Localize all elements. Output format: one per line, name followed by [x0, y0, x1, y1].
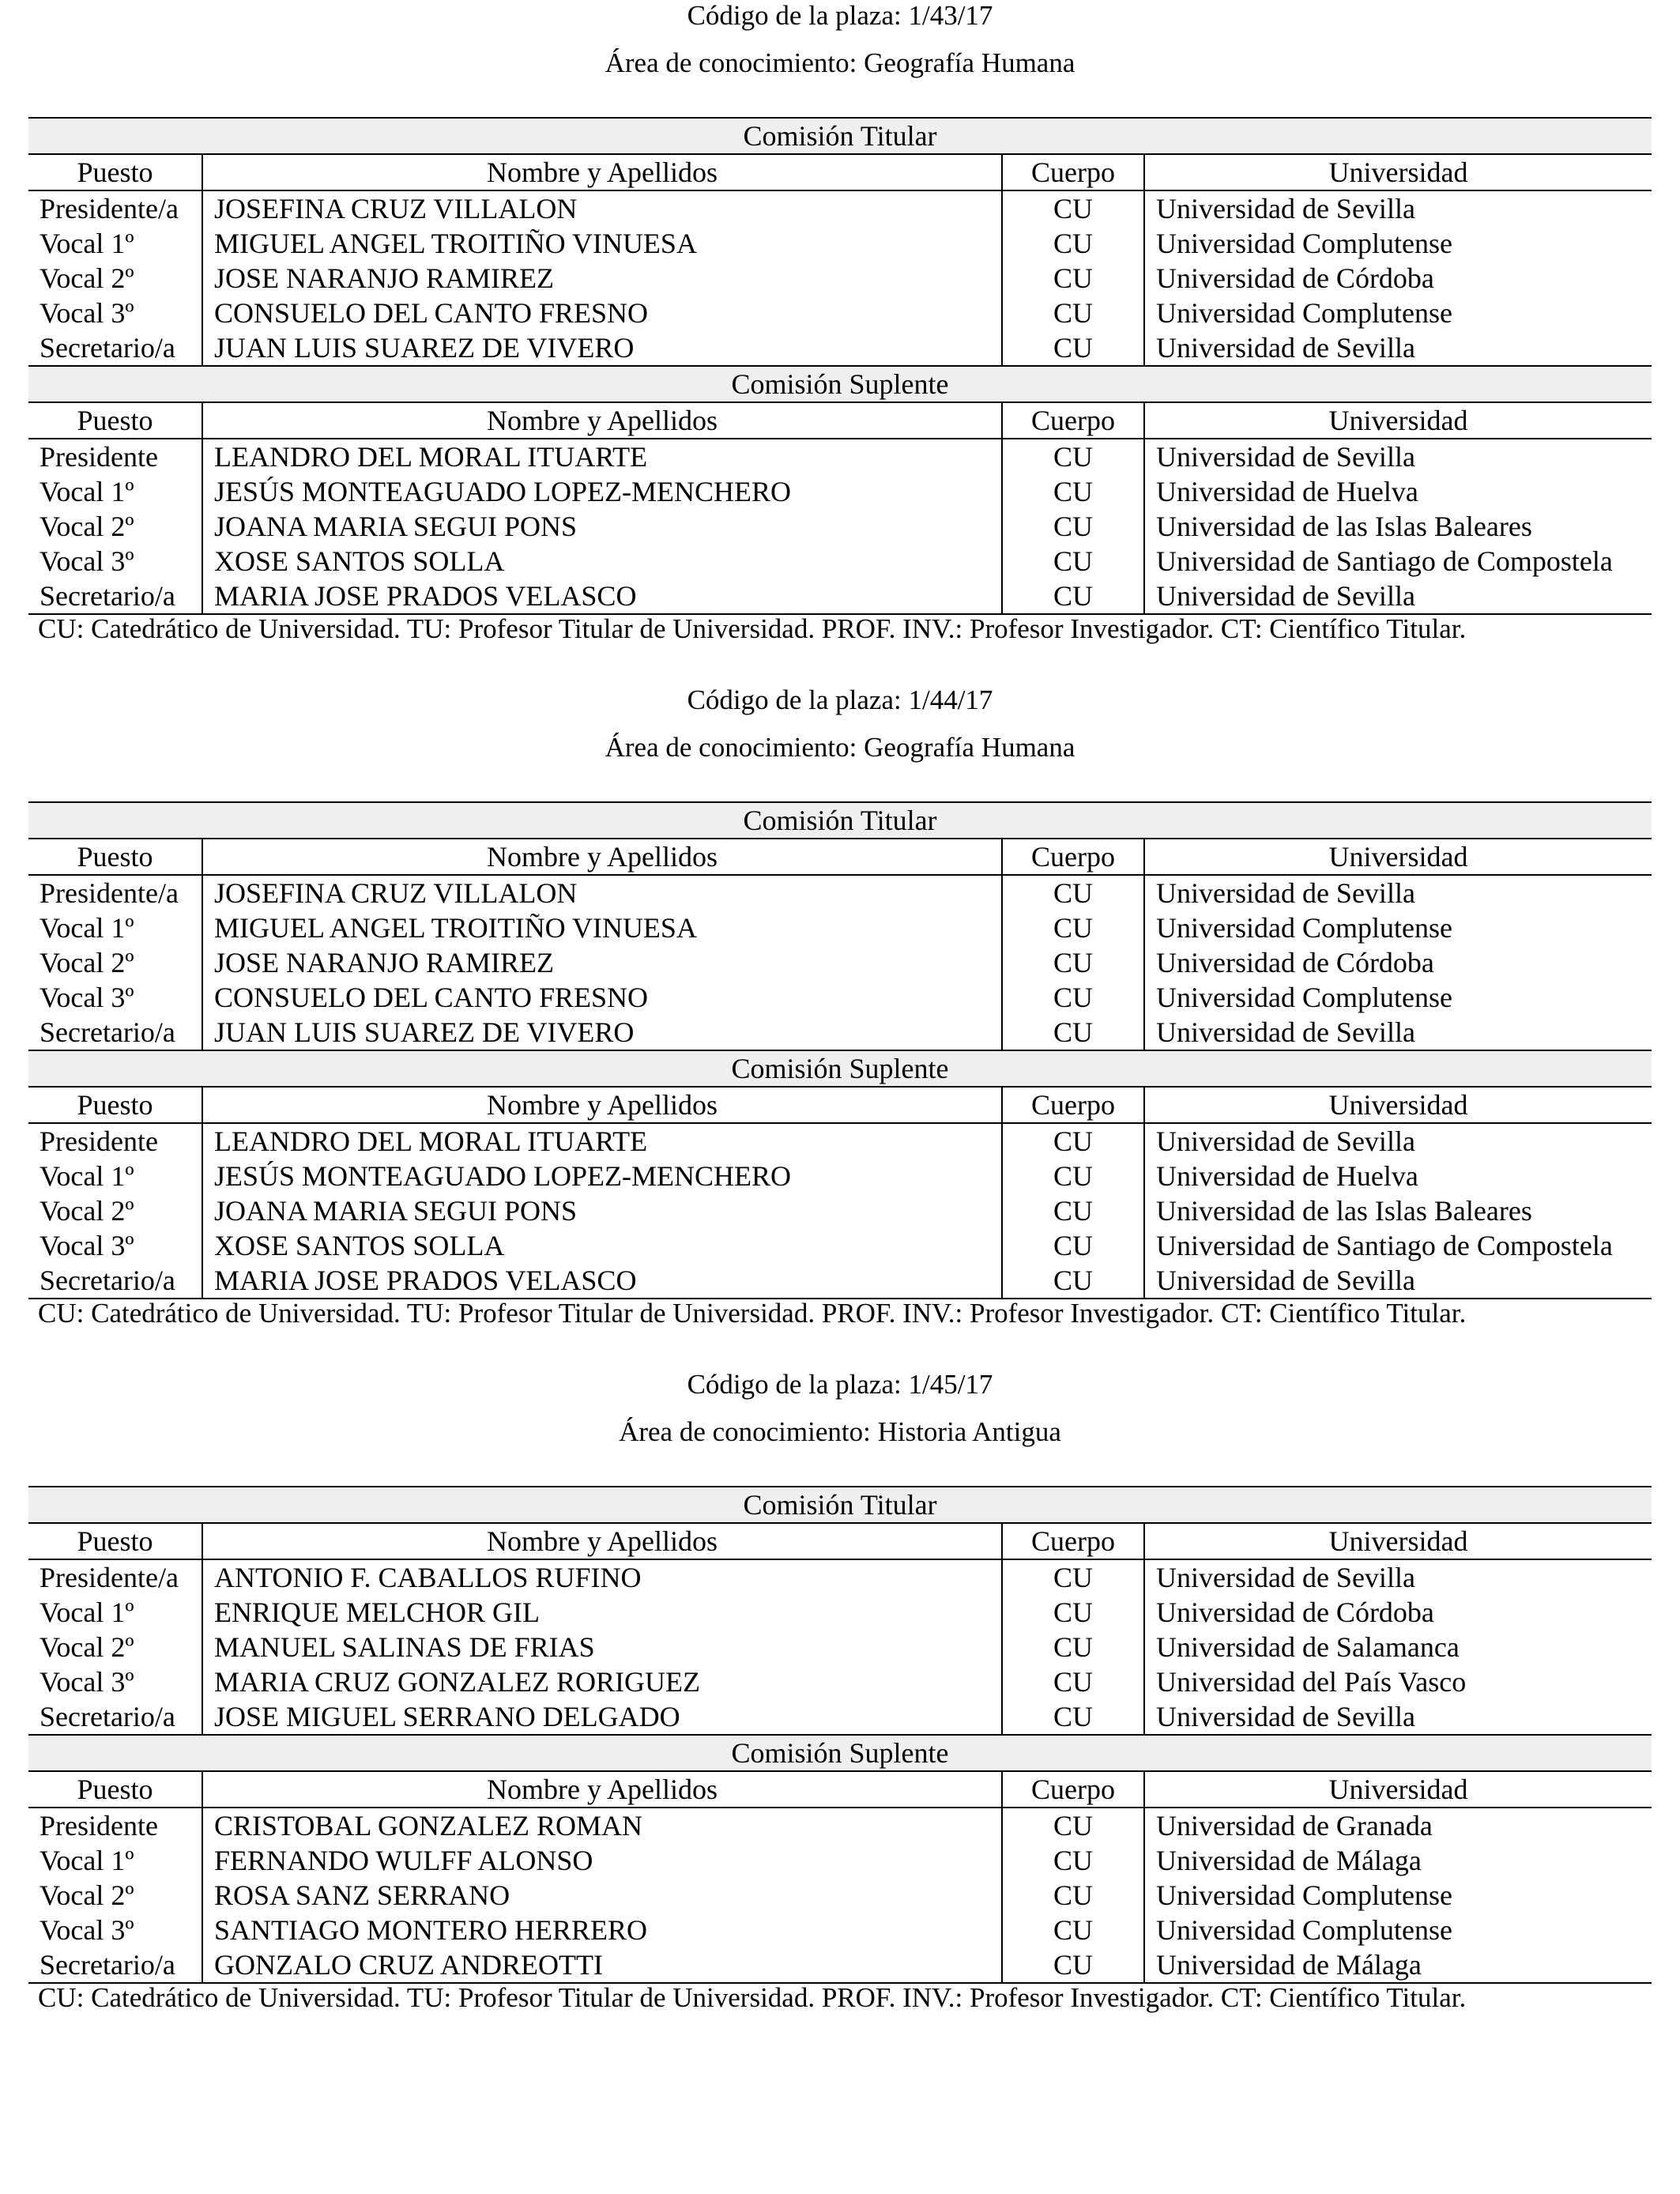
- member-nombre: XOSE SANTOS SOLLA: [202, 544, 1002, 579]
- member-cuerpo: CU: [1002, 544, 1144, 579]
- member-nombre: JUAN LUIS SUAREZ DE VIVERO: [202, 1015, 1002, 1050]
- table-row: [28, 1947, 1652, 1983]
- member-universidad: Universidad de Sevilla: [1144, 190, 1652, 226]
- column-header-row: [28, 1523, 1652, 1559]
- member-nombre: MARIA JOSE PRADOS VELASCO: [202, 1263, 1002, 1299]
- column-header-row: [28, 154, 1652, 190]
- member-puesto: Vocal 1º: [40, 1596, 134, 1628]
- column-header-nombre: Nombre y Apellidos: [202, 154, 1002, 190]
- table-row: [28, 579, 1652, 614]
- member-puesto: Vocal 3º: [40, 1914, 134, 1946]
- member-puesto: Secretario/a: [40, 1701, 175, 1732]
- table-row: [28, 509, 1652, 544]
- member-universidad: Universidad Complutense: [1144, 980, 1652, 1015]
- member-cuerpo: CU: [1002, 474, 1144, 509]
- table-row: [28, 544, 1652, 579]
- member-universidad: Universidad de Sevilla: [1144, 1015, 1652, 1050]
- table-row: [28, 1808, 1652, 1843]
- column-header-cuerpo: Cuerpo: [1002, 1771, 1144, 1808]
- member-puesto: Vocal 3º: [40, 1230, 134, 1261]
- column-header-row: [28, 1771, 1652, 1808]
- table-row: [28, 875, 1652, 910]
- column-header-universidad: Universidad: [1144, 1771, 1652, 1808]
- column-header-nombre: Nombre y Apellidos: [202, 1771, 1002, 1808]
- table-row: [28, 1263, 1652, 1299]
- table-row: [28, 1228, 1652, 1263]
- column-header-puesto: Puesto: [28, 154, 202, 190]
- comision-titular-title: Comisión Titular: [28, 118, 1652, 154]
- member-nombre: JOSEFINA CRUZ VILLALON: [202, 190, 1002, 226]
- member-nombre: JESÚS MONTEAGUADO LOPEZ-MENCHERO: [202, 474, 1002, 509]
- table-row: [28, 1015, 1652, 1050]
- comision-table: [28, 1486, 1652, 1984]
- member-puesto: Vocal 3º: [40, 982, 134, 1013]
- member-nombre: XOSE SANTOS SOLLA: [202, 1228, 1002, 1263]
- member-universidad: Universidad de Sevilla: [1144, 439, 1652, 474]
- member-nombre: MARIA JOSE PRADOS VELASCO: [202, 579, 1002, 614]
- member-puesto: Presidente/a: [40, 193, 179, 224]
- plaza-codigo: Código de la plaza: 1/45/17: [687, 1369, 993, 1400]
- member-puesto: Secretario/a: [28, 1263, 202, 1299]
- member-cuerpo: CU: [1002, 509, 1144, 544]
- member-universidad: Universidad de Sevilla: [1144, 1123, 1652, 1159]
- column-header-puesto: Puesto: [28, 839, 202, 875]
- column-header-puesto: Puesto: [28, 402, 202, 439]
- member-cuerpo: CU: [1002, 226, 1144, 261]
- member-cuerpo: CU: [1002, 1015, 1144, 1050]
- member-nombre: JOSE NARANJO RAMIREZ: [202, 945, 1002, 980]
- member-universidad: Universidad de Santiago de Compostela: [1144, 1228, 1652, 1263]
- member-puesto: Vocal 2º: [40, 947, 134, 978]
- member-universidad: Universidad de Santiago de Compostela: [1144, 544, 1652, 579]
- section-header-row: [28, 802, 1652, 839]
- table-row: [28, 474, 1652, 509]
- member-cuerpo: CU: [1002, 1808, 1144, 1843]
- member-cuerpo: CU: [1002, 1159, 1144, 1193]
- member-nombre: ROSA SANZ SERRANO: [202, 1878, 1002, 1913]
- comision-titular-title: Comisión Titular: [28, 1487, 1652, 1523]
- member-universidad: Universidad Complutense: [1144, 1878, 1652, 1913]
- comision-suplente-title: Comisión Suplente: [28, 1050, 1652, 1087]
- cuerpo-legend-note: CU: Catedrático de Universidad. TU: Profesor Titular de Universidad. PROF. INV.: Profesor Investigador. CT: Científico Titular.: [38, 613, 1467, 644]
- member-puesto: Vocal 2º: [40, 511, 134, 542]
- table-row: [28, 1193, 1652, 1228]
- member-cuerpo: CU: [1002, 1263, 1144, 1299]
- plaza-codigo: Código de la plaza: 1/44/17: [687, 684, 993, 715]
- member-universidad: Universidad de Málaga: [1144, 1843, 1652, 1878]
- member-universidad: Universidad de Córdoba: [1144, 1595, 1652, 1630]
- table-row: [28, 945, 1652, 980]
- member-puesto: Vocal 1º: [40, 1160, 134, 1192]
- table-row: [28, 1630, 1652, 1664]
- member-cuerpo: CU: [1002, 190, 1144, 226]
- table-row: [28, 910, 1652, 945]
- member-puesto: Secretario/a: [28, 579, 202, 614]
- column-header-row: [28, 839, 1652, 875]
- member-cuerpo: CU: [1002, 1664, 1144, 1699]
- member-puesto: Vocal 1º: [40, 912, 134, 944]
- member-cuerpo: CU: [1002, 579, 1144, 614]
- column-header-nombre: Nombre y Apellidos: [202, 1523, 1002, 1559]
- member-universidad: Universidad de Málaga: [1144, 1947, 1652, 1983]
- member-puesto: Secretario/a: [40, 1016, 175, 1048]
- section-header-row: [28, 1735, 1652, 1771]
- member-universidad: Universidad de Sevilla: [1144, 1699, 1652, 1735]
- member-universidad: Universidad de Sevilla: [1144, 1263, 1652, 1299]
- cuerpo-legend-note: CU: Catedrático de Universidad. TU: Profesor Titular de Universidad. PROF. INV.: Profesor Investigador. CT: Científico Titular.: [38, 1982, 1467, 2013]
- member-puesto: Vocal 1º: [40, 1845, 134, 1876]
- column-header-cuerpo: Cuerpo: [1002, 402, 1144, 439]
- member-puesto: Vocal 3º: [40, 1666, 134, 1698]
- table-row: [28, 439, 1652, 474]
- member-puesto: Secretario/a: [40, 332, 175, 364]
- section-header-row: [28, 366, 1652, 402]
- area-conocimiento: Área de conocimiento: Geografía Humana: [605, 47, 1075, 78]
- member-universidad: Universidad de Córdoba: [1144, 945, 1652, 980]
- member-universidad: Universidad de Córdoba: [1144, 261, 1652, 296]
- member-nombre: JESÚS MONTEAGUADO LOPEZ-MENCHERO: [202, 1159, 1002, 1193]
- table-row: [28, 1595, 1652, 1630]
- member-puesto: Vocal 2º: [40, 262, 134, 294]
- member-nombre: CONSUELO DEL CANTO FRESNO: [202, 296, 1002, 330]
- member-universidad: Universidad Complutense: [1144, 296, 1652, 330]
- member-puesto: Vocal 2º: [40, 1631, 134, 1663]
- column-header-cuerpo: Cuerpo: [1002, 839, 1144, 875]
- member-nombre: MIGUEL ANGEL TROITIÑO VINUESA: [202, 910, 1002, 945]
- member-puesto: Vocal 3º: [40, 297, 134, 329]
- column-header-cuerpo: Cuerpo: [1002, 154, 1144, 190]
- member-puesto: Presidente: [40, 1125, 158, 1157]
- member-universidad: Universidad de Sevilla: [1144, 330, 1652, 366]
- member-cuerpo: CU: [1002, 1595, 1144, 1630]
- member-cuerpo: CU: [1002, 1123, 1144, 1159]
- member-nombre: SANTIAGO MONTERO HERRERO: [202, 1913, 1002, 1947]
- member-cuerpo: CU: [1002, 1947, 1144, 1983]
- area-conocimiento: Área de conocimiento: Geografía Humana: [605, 732, 1075, 763]
- member-universidad: Universidad de Salamanca: [1144, 1630, 1652, 1664]
- member-cuerpo: CU: [1002, 261, 1144, 296]
- comision-suplente-title: Comisión Suplente: [28, 366, 1652, 402]
- column-header-universidad: Universidad: [1144, 839, 1652, 875]
- table-row: [28, 190, 1652, 226]
- member-puesto: Vocal 1º: [40, 228, 134, 259]
- member-universidad: Universidad de Huelva: [1144, 474, 1652, 509]
- column-header-nombre: Nombre y Apellidos: [202, 839, 1002, 875]
- comision-table: [28, 117, 1652, 615]
- member-cuerpo: CU: [1002, 1913, 1144, 1947]
- member-universidad: Universidad de las Islas Baleares: [1144, 509, 1652, 544]
- column-header-cuerpo: Cuerpo: [1002, 1087, 1144, 1123]
- member-cuerpo: CU: [1002, 1228, 1144, 1263]
- member-nombre: FERNANDO WULFF ALONSO: [202, 1843, 1002, 1878]
- column-header-puesto: Puesto: [28, 1087, 202, 1123]
- column-header-row: [28, 402, 1652, 439]
- member-cuerpo: CU: [1002, 980, 1144, 1015]
- table-row: [28, 1559, 1652, 1595]
- member-cuerpo: CU: [1002, 1630, 1144, 1664]
- member-cuerpo: CU: [1002, 296, 1144, 330]
- member-puesto: Vocal 3º: [40, 545, 134, 577]
- member-nombre: JOSE NARANJO RAMIREZ: [202, 261, 1002, 296]
- member-cuerpo: CU: [1002, 1193, 1144, 1228]
- comision-table: [28, 801, 1652, 1299]
- section-header-row: [28, 1487, 1652, 1523]
- column-header-universidad: Universidad: [1144, 1523, 1652, 1559]
- member-cuerpo: CU: [1002, 1878, 1144, 1913]
- member-cuerpo: CU: [1002, 945, 1144, 980]
- section-header-row: [28, 1050, 1652, 1087]
- member-puesto: Vocal 2º: [40, 1195, 134, 1227]
- member-universidad: Universidad Complutense: [1144, 910, 1652, 945]
- member-universidad: Universidad Complutense: [1144, 226, 1652, 261]
- column-header-universidad: Universidad: [1144, 402, 1652, 439]
- table-row: [28, 1159, 1652, 1193]
- table-row: [28, 261, 1652, 296]
- comision-titular-title: Comisión Titular: [28, 802, 1652, 839]
- member-nombre: ANTONIO F. CABALLOS RUFINO: [202, 1559, 1002, 1595]
- member-nombre: JOSE MIGUEL SERRANO DELGADO: [202, 1699, 1002, 1735]
- member-cuerpo: CU: [1002, 330, 1144, 366]
- column-header-nombre: Nombre y Apellidos: [202, 1087, 1002, 1123]
- member-universidad: Universidad de Sevilla: [1144, 1559, 1652, 1595]
- plaza-codigo: Código de la plaza: 1/43/17: [687, 0, 993, 31]
- table-row: [28, 1664, 1652, 1699]
- table-row: [28, 1123, 1652, 1159]
- area-conocimiento: Área de conocimiento: Historia Antigua: [619, 1416, 1061, 1447]
- column-header-row: [28, 1087, 1652, 1123]
- column-header-cuerpo: Cuerpo: [1002, 1523, 1144, 1559]
- member-nombre: MANUEL SALINAS DE FRIAS: [202, 1630, 1002, 1664]
- table-row: [28, 980, 1652, 1015]
- column-header-puesto: Puesto: [28, 1523, 202, 1559]
- member-puesto: Presidente/a: [40, 877, 179, 909]
- table-row: [28, 1699, 1652, 1735]
- member-nombre: MIGUEL ANGEL TROITIÑO VINUESA: [202, 226, 1002, 261]
- member-puesto: Presidente: [40, 1810, 158, 1842]
- column-header-universidad: Universidad: [1144, 154, 1652, 190]
- column-header-universidad: Universidad: [1144, 1087, 1652, 1123]
- member-nombre: MARIA CRUZ GONZALEZ RORIGUEZ: [202, 1664, 1002, 1699]
- member-nombre: JOSEFINA CRUZ VILLALON: [202, 875, 1002, 910]
- member-universidad: Universidad de Sevilla: [1144, 579, 1652, 614]
- column-header-puesto: Puesto: [28, 1771, 202, 1808]
- member-nombre: LEANDRO DEL MORAL ITUARTE: [202, 1123, 1002, 1159]
- member-puesto: Vocal 1º: [40, 476, 134, 507]
- member-cuerpo: CU: [1002, 1559, 1144, 1595]
- member-cuerpo: CU: [1002, 439, 1144, 474]
- member-universidad: Universidad de Granada: [1144, 1808, 1652, 1843]
- member-cuerpo: CU: [1002, 875, 1144, 910]
- column-header-nombre: Nombre y Apellidos: [202, 402, 1002, 439]
- member-universidad: Universidad de las Islas Baleares: [1144, 1193, 1652, 1228]
- table-row: [28, 330, 1652, 366]
- member-cuerpo: CU: [1002, 910, 1144, 945]
- table-row: [28, 1913, 1652, 1947]
- comision-suplente-title: Comisión Suplente: [28, 1735, 1652, 1771]
- member-puesto: Secretario/a: [28, 1947, 202, 1983]
- member-nombre: GONZALO CRUZ ANDREOTTI: [202, 1947, 1002, 1983]
- member-cuerpo: CU: [1002, 1699, 1144, 1735]
- member-universidad: Universidad del País Vasco: [1144, 1664, 1652, 1699]
- member-puesto: Presidente: [40, 441, 158, 473]
- member-puesto: Vocal 2º: [40, 1879, 134, 1911]
- member-nombre: JUAN LUIS SUAREZ DE VIVERO: [202, 330, 1002, 366]
- member-universidad: Universidad de Huelva: [1144, 1159, 1652, 1193]
- member-nombre: LEANDRO DEL MORAL ITUARTE: [202, 439, 1002, 474]
- member-nombre: ENRIQUE MELCHOR GIL: [202, 1595, 1002, 1630]
- table-row: [28, 1878, 1652, 1913]
- member-nombre: JOANA MARIA SEGUI PONS: [202, 1193, 1002, 1228]
- table-row: [28, 296, 1652, 330]
- cuerpo-legend-note: CU: Catedrático de Universidad. TU: Profesor Titular de Universidad. PROF. INV.: Profesor Investigador. CT: Científico Titular.: [38, 1298, 1467, 1329]
- member-nombre: CONSUELO DEL CANTO FRESNO: [202, 980, 1002, 1015]
- member-nombre: JOANA MARIA SEGUI PONS: [202, 509, 1002, 544]
- member-nombre: CRISTOBAL GONZALEZ ROMAN: [202, 1808, 1002, 1843]
- member-puesto: Presidente/a: [40, 1562, 179, 1593]
- table-row: [28, 1843, 1652, 1878]
- member-universidad: Universidad de Sevilla: [1144, 875, 1652, 910]
- member-cuerpo: CU: [1002, 1843, 1144, 1878]
- member-universidad: Universidad Complutense: [1144, 1913, 1652, 1947]
- table-row: [28, 226, 1652, 261]
- section-header-row: [28, 118, 1652, 154]
